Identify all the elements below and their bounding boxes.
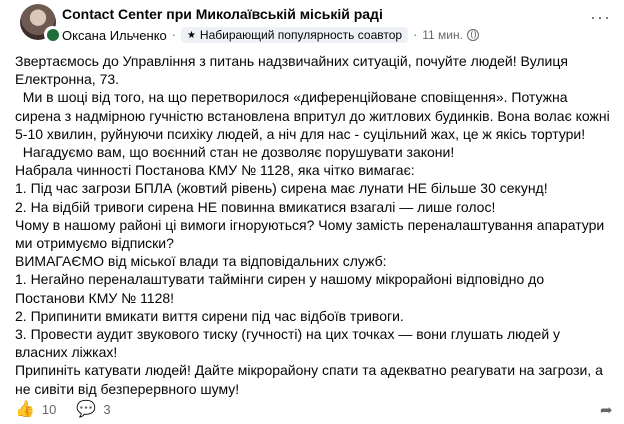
thumbs-up-icon: 👍 (15, 401, 35, 418)
post-paragraph: 2. Припинити вмикати виття сирени під час відбоїв тривоги. (15, 307, 404, 324)
more-options-icon[interactable]: ··· (590, 7, 611, 27)
post-header (0, 0, 624, 48)
post-paragraph: Набрала чинності Постанова КМУ № 1128, яка чітко вимагає: (15, 162, 415, 179)
share-icon[interactable]: ➦ (600, 402, 613, 419)
comment-button[interactable] (76, 399, 110, 419)
post-text (15, 52, 615, 398)
post-paragraph: ВИМАГАЄМО від міської влади та відповідальних служб: (15, 253, 387, 270)
post-paragraph: 1. Негайно переналаштувати таймінги сирен у нашому мікрорайоні відповідно до Постанови КМУ № 1128! (15, 271, 549, 306)
badge-label: Набирающий популярность соавтор (199, 28, 403, 42)
post-meta (62, 26, 479, 44)
post-paragraph: Звертаємось до Управління з питань надзвичайних ситуацій, почуйте людей! Вулиця Електронна, 73. (15, 53, 572, 88)
post-time[interactable]: 11 мин. (422, 28, 463, 42)
post-paragraph: Ми в шоці від того, на що перетворилося «диференційоване сповіщення». Потужна сирена з надмірною гучністю встановлена впритул до житлових будинків. Вона волає кожні 5-10 хвилин, руйнуючи психіку людей, а ніч для нас - суцільний жах, це ж якісь тортури! (15, 89, 614, 142)
author-name[interactable]: Оксана Ильченко (62, 27, 167, 43)
comments-count: 3 (103, 401, 111, 417)
comment-icon: 💬 (76, 401, 97, 418)
group-name[interactable]: Contact Center при Миколаївській міській раді (62, 6, 383, 22)
post-actions (15, 396, 615, 422)
separator-dot: · (171, 28, 176, 42)
globe-icon (467, 29, 479, 41)
like-button[interactable] (15, 399, 56, 419)
post-paragraph: 3. Провести аудит звукового тиску (гучності) на цих точках — вони глушать людей у власних ліжках! (15, 326, 564, 361)
author-avatar[interactable] (44, 26, 61, 43)
post-paragraph: Нагадуємо вам, що воєнний стан не дозволяє порушувати закони! (15, 144, 455, 161)
separator-dot: · (413, 28, 418, 42)
post-paragraph: 1. Під час загрози БПЛА (жовтий рівень) сирена має лунати НЕ більше 30 секунд! (15, 180, 548, 197)
star-icon: ★ (186, 29, 196, 41)
post-paragraph: 2. На відбій тривоги сирена НЕ повинна вмикатися взагалі — лише голос! (15, 198, 496, 215)
post-paragraph: Припиніть катувати людей! Дайте мікрорайону спати та адекватно реагувати на загрози, а не сивіти від безперервного шуму! (15, 362, 607, 397)
contributor-badge[interactable] (181, 27, 408, 43)
post-paragraph: Чому в нашому районі ці вимоги ігноруються? Чому замість переналаштування апаратури ми отримуємо відписки? (15, 216, 609, 252)
likes-count: 10 (41, 401, 57, 417)
